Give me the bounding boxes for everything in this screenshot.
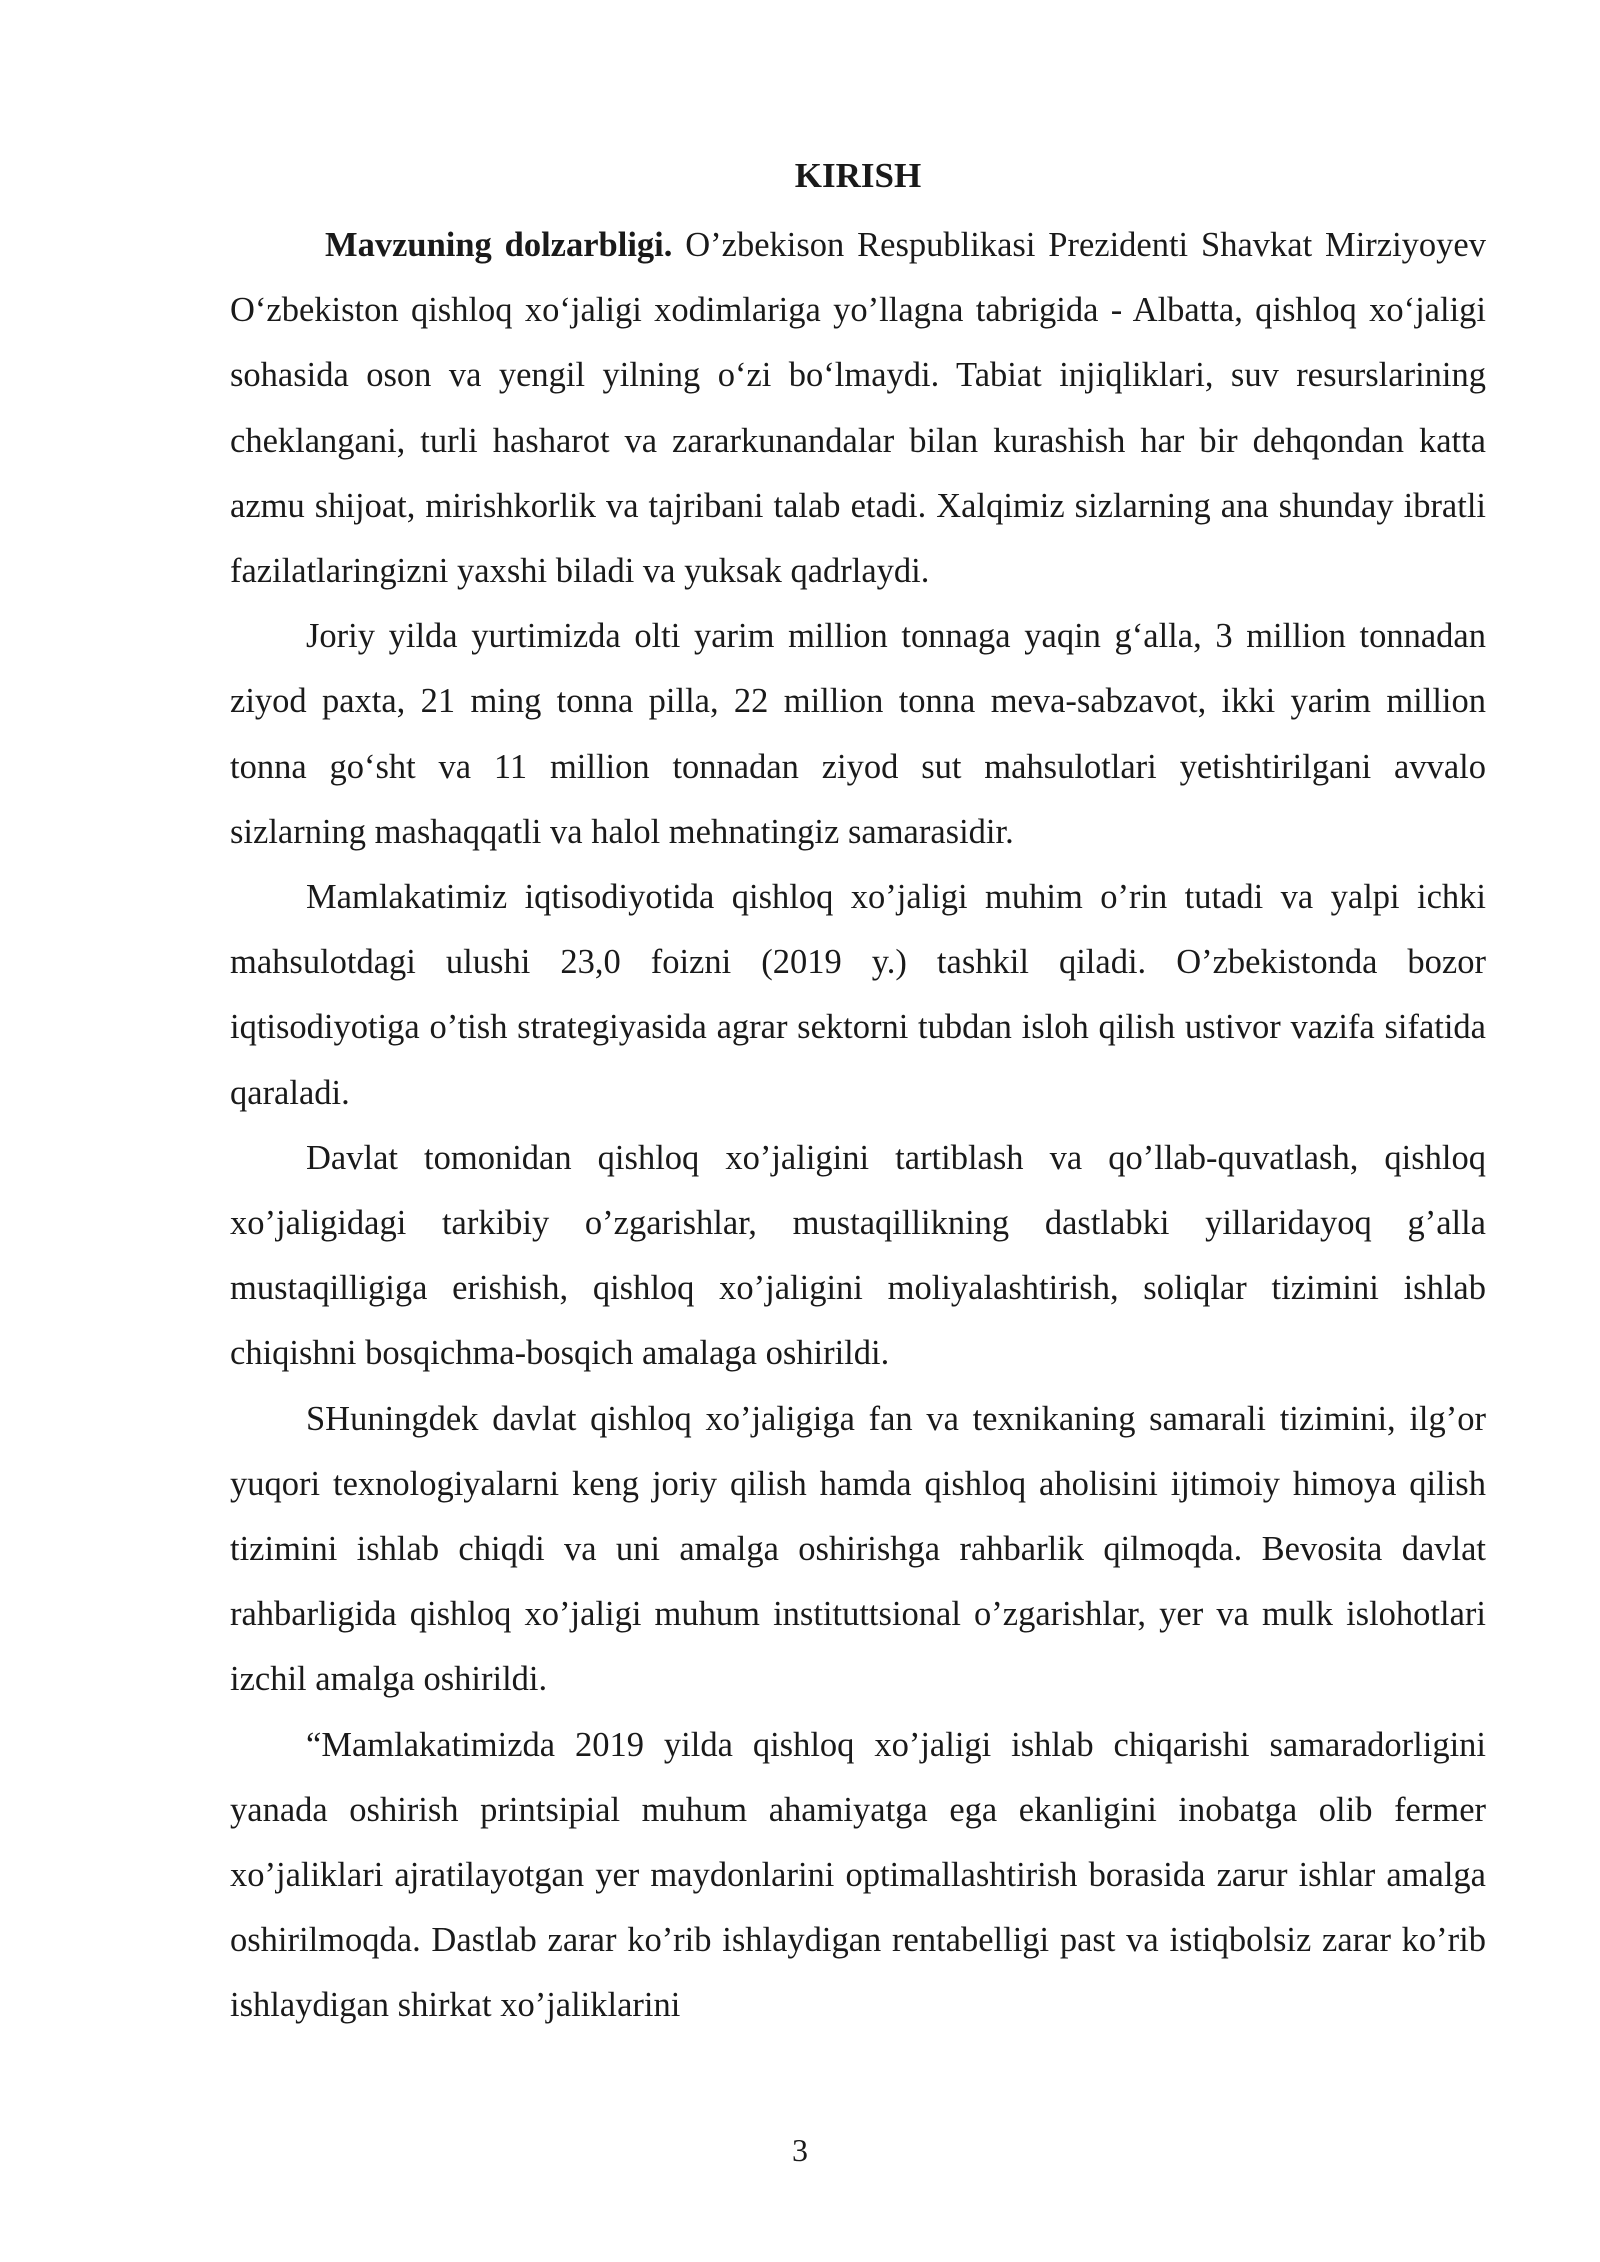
paragraph-1 <box>230 213 1486 604</box>
paragraph-1-text: O’zbekison Respublikasi Prezidenti Shavkat Mirziyoyev O‘zbekiston qishloq xo‘jaligi xodimlariga yo’llagna tabrigida - Albatta, qishloq xo‘jaligi sohasida oson va yengil yilning o‘zi bo‘lmaydi. Tabiat injiqliklari, suv resurslarining cheklangani, turli hasharot va zararkunandalar bilan kurashish har bir dehqondan katta azmu shijoat, mirishkorlik va tajribani talab etadi. Xalqimiz sizlarning ana shunday ibratli fazilatlaringizni yaxshi biladi va yuksak qadrlaydi. <box>230 226 1487 591</box>
lead-heading: Mavzuning dolzarbligi. <box>325 226 673 264</box>
paragraph-4: Davlat tomonidan qishloq xo’jaligini tartiblash va qo’llab-quvatlash, qishloq xo’jaligidagi tarkibiy o’zgarishlar, mustaqillikning dastlabki yillaridayoq g’alla mustaqilligiga erishish, qishloq xo’jaligini moliyalashtirish, soliqlar tizimini ishlab chiqishni bosqichma-bosqich amalaga oshirildi. <box>230 1138 1486 1373</box>
paragraph-5: SHuningdek davlat qishloq xo’jaligiga fan va texnikaning samarali tizimini, ilg’or yuqori texnologiyalarni keng joriy qilish hamda qishloq aholisini ijtimoiy himoya qilish tizimini ishlab chiqdi va uni amalga oshirishga rahbarlik qilmoqda. Bevosita davlat rahbarligida qishloq xo’jaligi muhum instituttsional o’zgarishlar, yer va mulk islohotlari izchil amalga oshirildi. <box>230 1399 1486 1699</box>
paragraph-2: Joriy yilda yurtimizda olti yarim million tonnaga yaqin g‘alla, 3 million tonnadan ziyod paxta, 21 ming tonna pilla, 22 million tonna meva-sabzavot, ikki yarim million tonna go‘sht va 11 million tonnadan ziyod sut mahsulotlari yetishtirilgani avvalo sizlarning mashaqqatli va halol mehnatingiz samarasidir. <box>230 617 1486 851</box>
paragraph-6: “Mamlakatimizda 2019 yilda qishloq xo’jaligi ishlab chiqarishi samaradorligini yanada oshirish printsipial muhum ahamiyatga ega ekanligini inobatga olib fermer xo’jaliklari ajratilayotgan yer maydonlarini optimallashtirish borasida zarur ishlar amalga oshirilmoqda. Dastlab zarar ko’rib ishlaydigan rentabelligi past va istiqbolsiz zarar ko’rib ishlaydigan shirkat xo’jaliklarini <box>230 1725 1486 2025</box>
document-body <box>230 213 1486 2039</box>
page-number: 3 <box>792 2132 808 2168</box>
section-title: KIRISH <box>794 156 922 195</box>
paragraph-3: Mamlakatimiz iqtisodiyotida qishloq xo’jaligi muhim o’rin tutadi va yalpi ichki mahsulotdagi ulushi 23,0 foizni (2019 y.) tashkil qiladi. O’zbekistonda bozor iqtisodiyotiga o’tish strategiyasida agrar sektorni tubdan isloh qilish ustivor vazifa sifatida qaraladi. <box>230 878 1486 1112</box>
